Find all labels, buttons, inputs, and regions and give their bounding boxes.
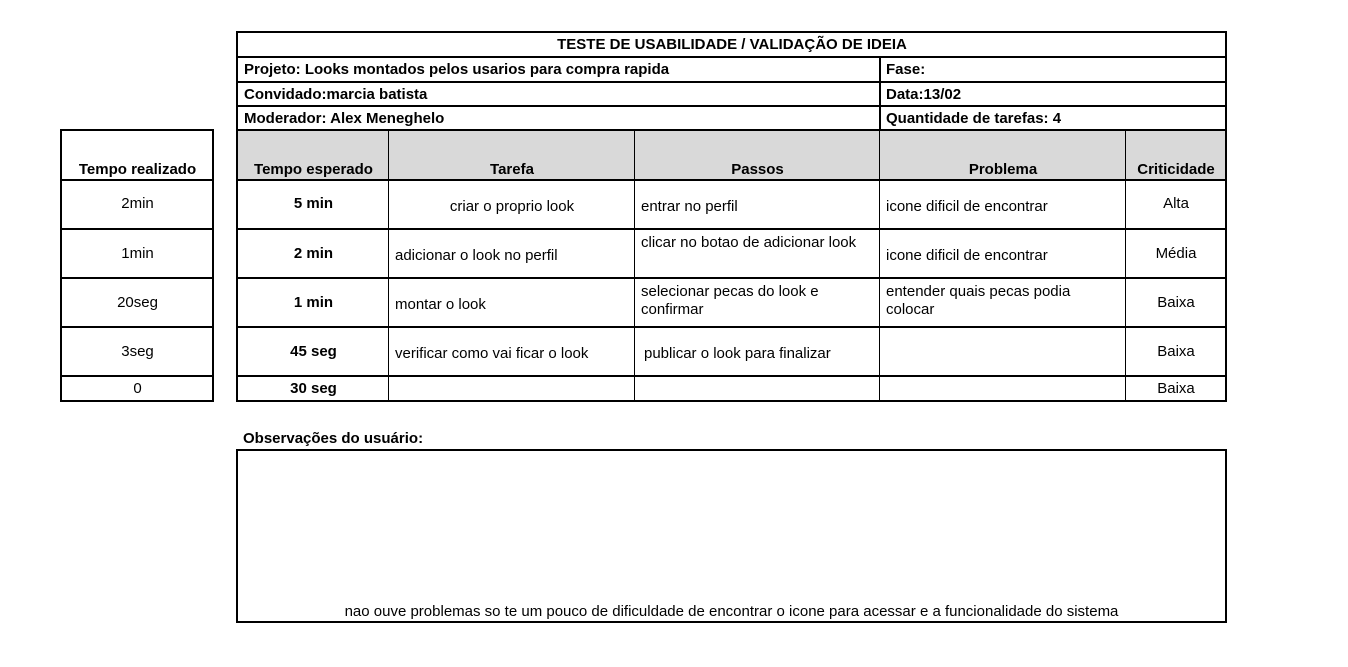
cell-tarefa: adicionar o look no perfil	[395, 247, 558, 264]
cell-problema: entender quais pecas podia colocar	[886, 283, 1071, 318]
cell-tempo-realizado: 3seg	[121, 343, 154, 360]
grid-line	[236, 31, 1227, 33]
cell-passos: entrar no perfil	[641, 198, 738, 215]
grid-line	[236, 81, 1227, 83]
grid-line	[236, 326, 1227, 328]
cell-problema: icone dificil de encontrar	[886, 247, 1048, 264]
grid-line	[1125, 129, 1126, 401]
grid-line	[236, 375, 1227, 377]
cell-passos: publicar o look para finalizar	[644, 345, 831, 362]
cell-problema	[880, 330, 1126, 378]
observations-box	[236, 449, 1227, 623]
moderator-label: Moderador: Alex Meneghelo	[244, 109, 445, 127]
column-header-tarefa: Tarefa	[490, 161, 534, 178]
grid-line	[236, 228, 1227, 230]
grid-line	[60, 375, 214, 377]
grid-line	[60, 129, 214, 131]
grid-line	[60, 326, 214, 328]
cell-tempo-realizado: 20seg	[117, 294, 158, 311]
grid-line	[60, 400, 214, 402]
cell-tempo-esperado: 2 min	[293, 245, 334, 262]
cell-passos: selecionar pecas do look e confirmar	[641, 283, 819, 318]
cell-tempo-esperado: 5 min	[293, 195, 334, 212]
grid-line	[60, 129, 62, 402]
grid-line	[236, 105, 1227, 107]
task-count-label: Quantidade de tarefas: 4	[886, 109, 1062, 127]
grid-line	[236, 56, 1227, 58]
observations-label: Observações do usuário:	[243, 430, 424, 447]
cell-tempo-realizado: 1min	[121, 245, 154, 262]
cell-tarefa: montar o look	[395, 296, 486, 313]
grid-line	[236, 179, 1227, 181]
grid-line	[60, 277, 214, 279]
date-label: Data:13/02	[886, 85, 962, 103]
cell-criticidade: Média	[1155, 245, 1197, 262]
cell-tarefa: criar o proprio look	[449, 198, 575, 215]
cell-tempo-realizado: 2min	[121, 195, 154, 212]
cell-tarefa: verificar como vai ficar o look	[395, 345, 589, 362]
cell-tempo-esperado: 1 min	[293, 294, 334, 311]
cell-problema: icone dificil de encontrar	[886, 198, 1048, 215]
column-header-criticidade: Criticidade	[1137, 161, 1215, 178]
column-header-tempo-esperado: Tempo esperado	[254, 161, 373, 178]
cell-problema	[880, 377, 1126, 401]
grid-line	[60, 228, 214, 230]
grid-line	[634, 129, 635, 401]
grid-line	[1225, 31, 1227, 402]
cell-criticidade: Baixa	[1157, 380, 1195, 397]
cell-tempo-esperado: 30 seg	[290, 380, 337, 397]
cell-tempo-realizado: 0	[133, 380, 142, 397]
phase-label: Fase:	[886, 60, 926, 78]
cell-tempo-esperado: 45 seg	[290, 343, 337, 360]
cell-criticidade: Baixa	[1157, 294, 1195, 311]
cell-tarefa	[389, 377, 635, 401]
column-header-problema: Problema	[968, 161, 1038, 178]
cell-passos: clicar no botao de adicionar look	[641, 234, 857, 251]
grid-line	[212, 129, 214, 402]
cell-passos	[635, 377, 880, 401]
column-header-passos: Passos	[731, 161, 784, 178]
cell-criticidade: Alta	[1163, 195, 1189, 212]
observations-text: nao ouve problemas so te um pouco de dificuldade de encontrar o icone para acessar e a funcionalidade do sistema	[344, 603, 1119, 620]
grid-line	[236, 129, 1227, 131]
grid-line	[236, 31, 238, 402]
grid-line	[236, 277, 1227, 279]
column-header-tempo-realizado: Tempo realizado	[78, 161, 197, 178]
grid-line	[879, 129, 880, 401]
project-label: Projeto: Looks montados pelos usarios para compra rapida	[244, 60, 670, 78]
grid-line	[879, 56, 881, 131]
cell-criticidade: Baixa	[1157, 343, 1195, 360]
grid-line	[388, 129, 389, 401]
guest-label: Convidado:marcia batista	[244, 85, 428, 103]
grid-line	[236, 400, 1227, 402]
grid-line	[60, 179, 214, 181]
page-title: TESTE DE USABILIDADE / VALIDAÇÃO DE IDEIA	[557, 35, 907, 53]
